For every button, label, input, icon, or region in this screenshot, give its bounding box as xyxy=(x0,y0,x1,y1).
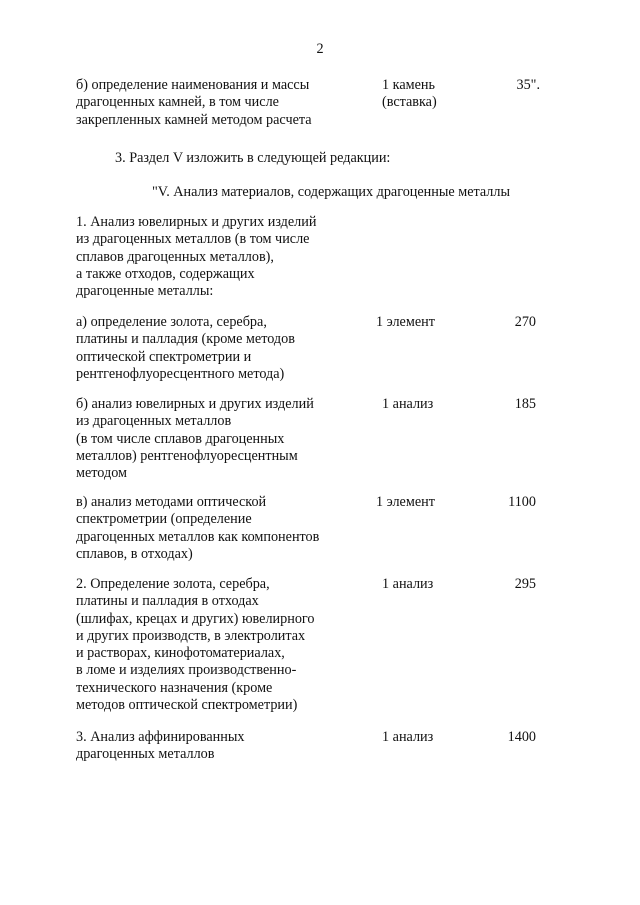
row-b-top-unit xyxy=(382,77,437,112)
page-number: 2 xyxy=(316,41,324,57)
item-2-unit: 1 анализ xyxy=(382,576,434,592)
description-line: драгоценных металлов как компонентов xyxy=(76,528,320,545)
row-a-unit: 1 элемент xyxy=(376,314,435,330)
description-line: металлов) рентгенофлуоресцентным xyxy=(76,447,298,464)
description-line: платины и палладия (кроме методов xyxy=(76,331,295,348)
description-line: драгоценных камней, в том числе xyxy=(76,94,279,111)
description-line: (шлифах, крецах и других) ювелирного xyxy=(76,610,315,627)
item-2-price: 295 xyxy=(514,576,536,592)
item-3-price: 1400 xyxy=(507,729,536,745)
description-line: а) определение золота, серебра, xyxy=(76,314,267,330)
row-b-description xyxy=(76,396,314,482)
row-b-unit: 1 анализ xyxy=(382,396,434,412)
row-v-description xyxy=(76,494,319,563)
intro-line: из драгоценных металлов (в том числе xyxy=(76,231,310,248)
row-b-top-price: 35". xyxy=(516,77,540,93)
intro-line: драгоценные металлы: xyxy=(76,283,214,300)
row-a-description xyxy=(76,314,295,383)
description-line: рентгенофлуоресцентного метода) xyxy=(76,365,285,382)
paragraph-3: 3. Раздел V изложить в следующей редакции: xyxy=(115,150,391,166)
description-line: драгоценных металлов xyxy=(76,746,215,763)
description-line: платины и палладия в отходах xyxy=(76,593,259,610)
intro-line: 1. Анализ ювелирных и других изделий xyxy=(76,214,317,230)
unit-line: (вставка) xyxy=(382,94,437,111)
item-3-description xyxy=(76,729,244,764)
unit-line: 1 камень xyxy=(382,77,435,93)
row-v-price: 1100 xyxy=(508,494,536,510)
description-line: б) анализ ювелирных и других изделий xyxy=(76,396,314,412)
description-line: 3. Анализ аффинированных xyxy=(76,729,245,745)
section-heading: "V. Анализ материалов, содержащих драгоценные металлы xyxy=(152,184,510,200)
description-line: методов оптической спектрометрии) xyxy=(76,697,298,714)
description-line: и других производств, в электролитах xyxy=(76,627,306,644)
row-v-unit: 1 элемент xyxy=(376,494,435,510)
description-line: в) анализ методами оптической xyxy=(76,494,267,510)
row-a-price: 270 xyxy=(514,314,536,330)
intro-line: сплавов драгоценных металлов), xyxy=(76,248,274,265)
description-line: (в том числе сплавов драгоценных xyxy=(76,430,285,447)
description-line: спектрометрии (определение xyxy=(76,511,252,528)
intro-line: а также отходов, содержащих xyxy=(76,265,255,282)
description-line: в ломе и изделиях производственно- xyxy=(76,662,297,679)
row-b-top-description xyxy=(76,77,312,129)
description-line: б) определение наименования и массы xyxy=(76,77,310,93)
item-3-unit: 1 анализ xyxy=(382,729,434,745)
description-line: оптической спектрометрии и xyxy=(76,348,252,365)
description-line: методом xyxy=(76,465,127,482)
item-2-description xyxy=(76,576,314,714)
description-line: из драгоценных металлов xyxy=(76,413,232,430)
row-b-price: 185 xyxy=(514,396,536,412)
description-line: закрепленных камней методом расчета xyxy=(76,111,312,128)
description-line: сплавов, в отходах) xyxy=(76,545,193,562)
description-line: 2. Определение золота, серебра, xyxy=(76,576,270,592)
description-line: и растворах, кинофотоматериалах, xyxy=(76,645,285,662)
item-1-intro xyxy=(76,214,316,300)
description-line: технического назначения (кроме xyxy=(76,679,273,696)
